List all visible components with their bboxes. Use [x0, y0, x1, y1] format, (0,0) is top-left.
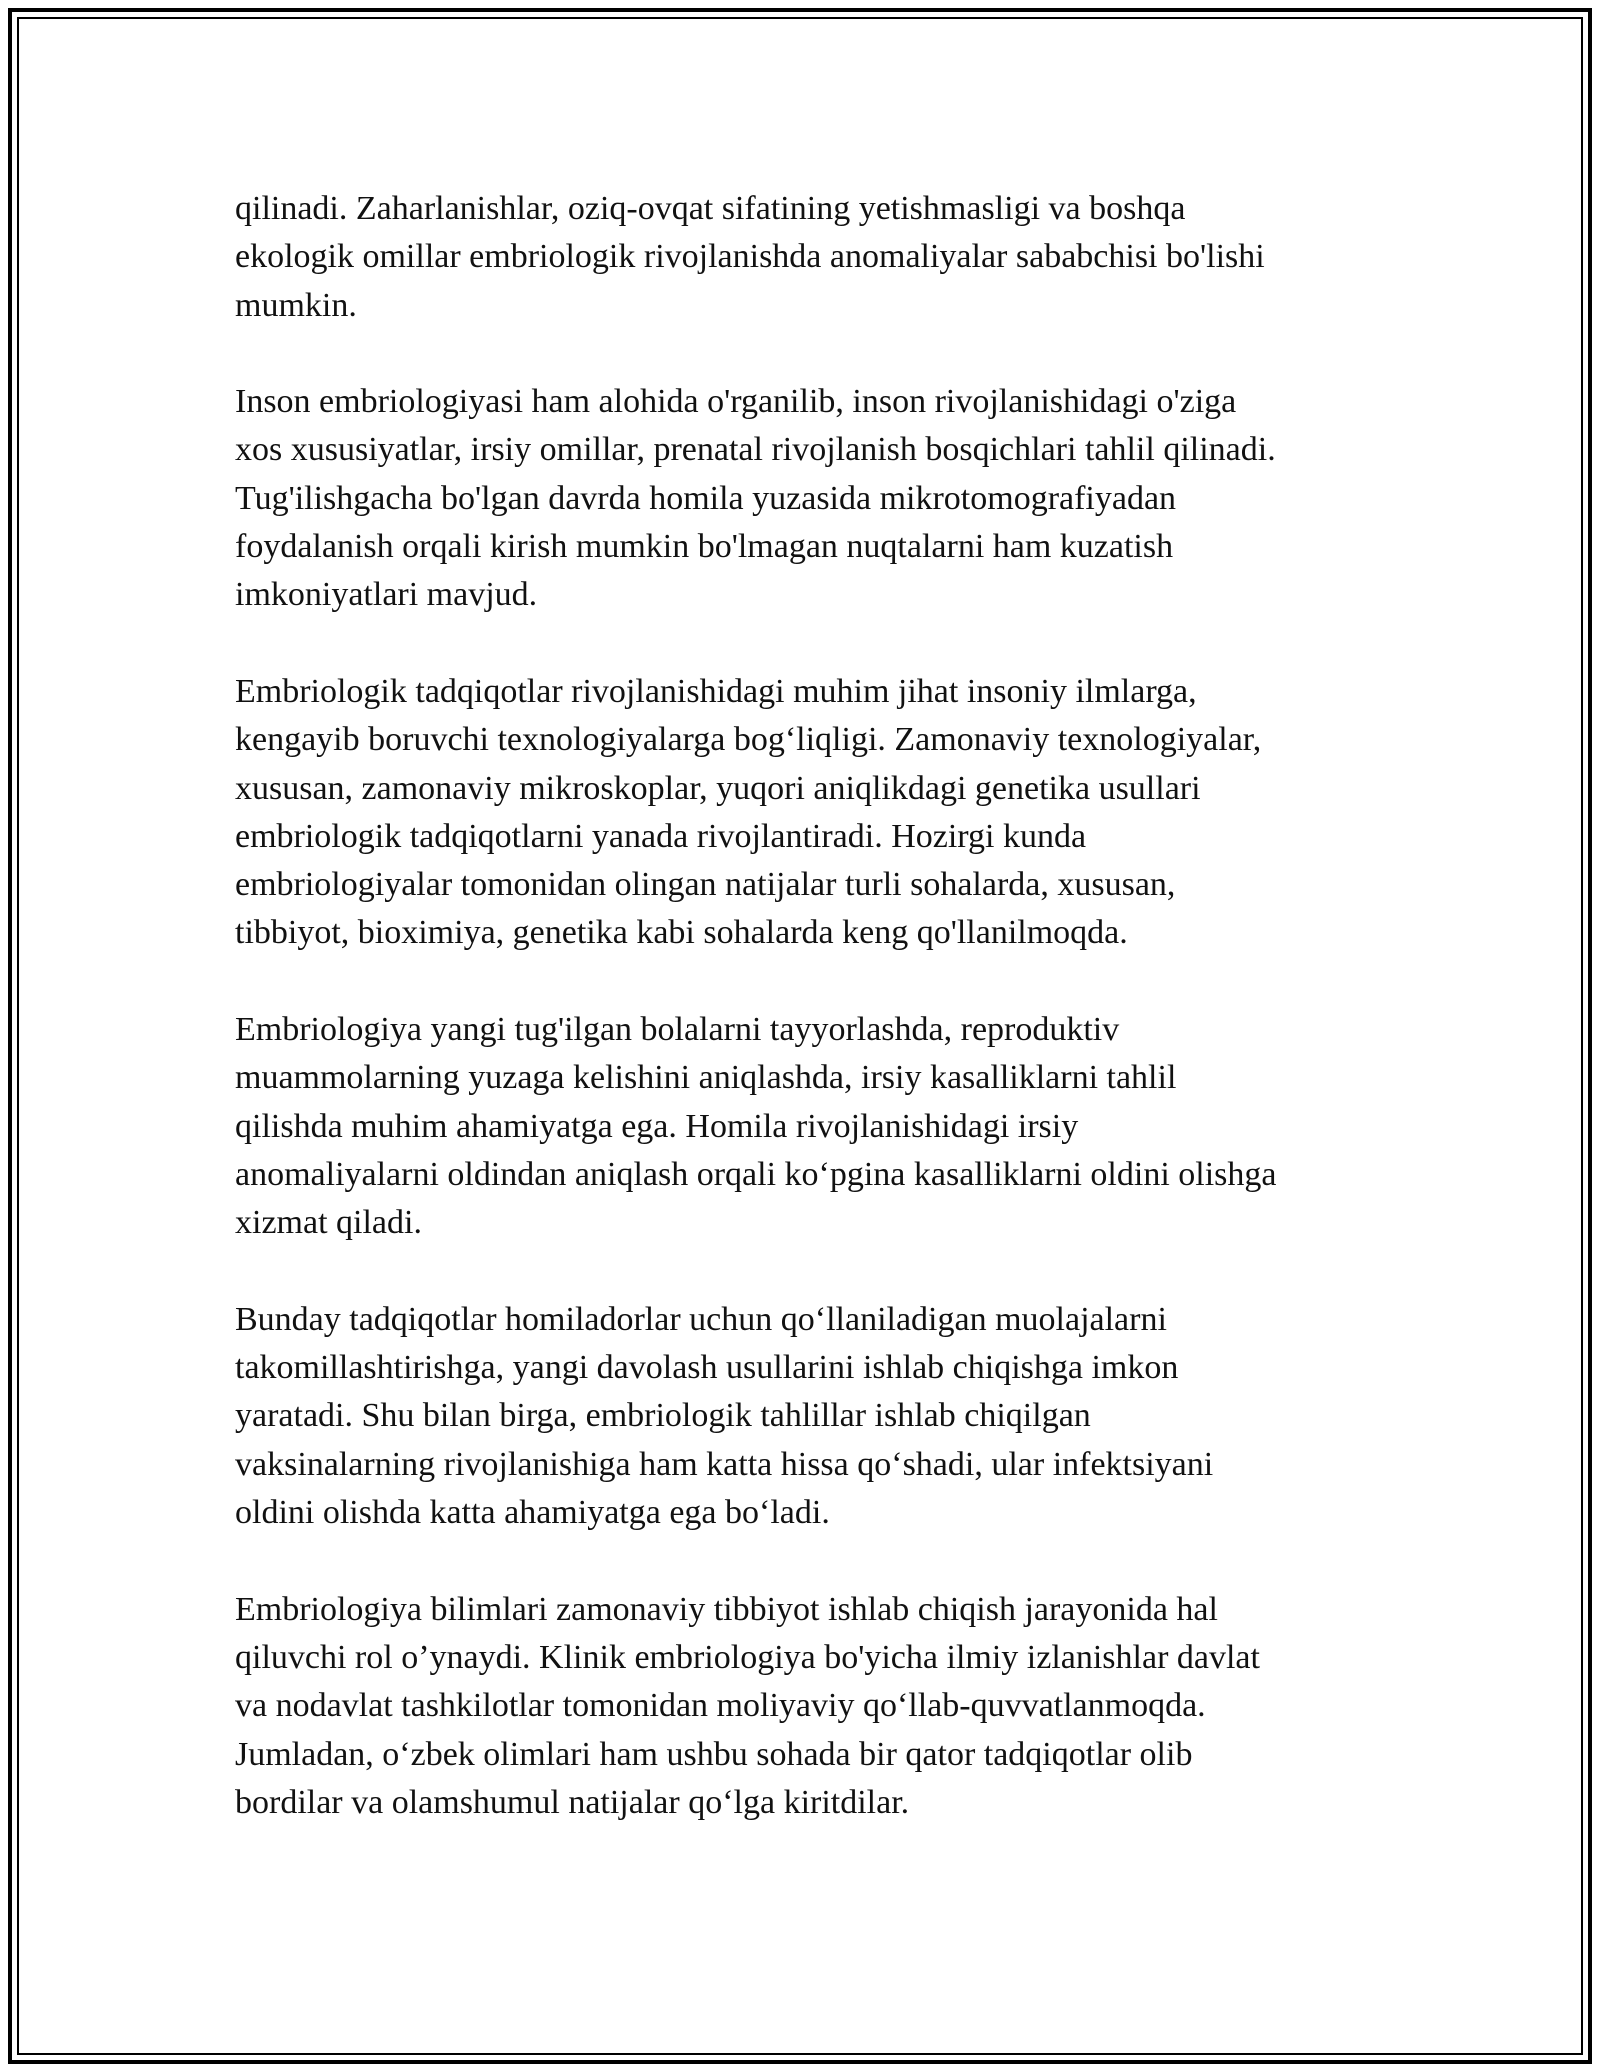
paragraph-3: Embriologik tadqiqotlar rivojlanishidagi muhim jihat insoniy ilmlarga, kengayib boruvchi texnologiyalarga bog‘liqligi. Zamonaviy texnologiyalar, xususan, zamonaviy mikroskoplar, yuqori aniqlikdagi genetika usullari embriologik tadqiqotlarni yanada rivojlantiradi. Hozirgi kunda embriologiyalar tomonidan olingan natijalar turli sohalarda, xususan, tibbiyot, bioximiya, genetika kabi sohalarda keng qo'llanilmoqda. — [235, 672, 1262, 952]
paragraph-6: Embriologiya bilimlari zamonaviy tibbiyot ishlab chiqish jarayonida hal qiluvchi rol o’ynaydi. Klinik embriologiya bo'yicha ilmiy izlanishlar davlat va nodavlat tashkilotlar tomonidan moliyaviy qo‘llab-quvvatlanmoqda. Jumladan, o‘zbek olimlari ham ushbu sohada bir qator tadqiqotlar olib bordilar va olamshumul natijalar qo‘lga kiritdilar. — [235, 1590, 1260, 1821]
paragraph-5: Bunday tadqiqotlar homiladorlar uchun qo‘llaniladigan muolajalarni takomillashtirishga, yangi davolash usullarini ishlab chiqishga imkon yaratadi. Shu bilan birga, embriologik tahlillar ishlab chiqilgan vaksinalarning rivojlanishiga ham katta hissa qo‘shadi, ular infektsiyani oldini olishda katta ahamiyatga ega bo‘ladi. — [235, 1300, 1214, 1532]
paragraph-4: Embriologiya yangi tug'ilgan bolalarni tayyorlashda, reproduktiv muammolarning yuzaga kelishini aniqlashda, irsiy kasalliklarni tahlil qilishda muhim ahamiyatga ega. Homila rivojlanishidagi irsiy anomaliyalarni oldindan aniqlash orqali ko‘pgina kasalliklarni oldini olishga xizmat qiladi. — [235, 1011, 1277, 1242]
paragraph-2: Inson embriologiyasi ham alohida o'rganilib, inson rivojlanishidagi o'ziga xos xususiyatlar, irsiy omillar, prenatal rivojlanish bosqichlari tahlil qilinadi. Tug'ilishgacha bo'lgan davrda homila yuzasida mikrotomografiyadan foydalanish orqali kirish mumkin bo'lmagan nuqtalarni ham kuzatish imkoniyatlari mavjud. — [235, 383, 1276, 614]
document-body — [235, 185, 1375, 1875]
paragraph-1: qilinadi. Zaharlanishlar, oziq-ovqat sifatining yetishmasligi va boshqa ekologik omillar embriologik rivojlanishda anomaliyalar sababchisi bo'lishi mumkin. — [235, 190, 1265, 324]
